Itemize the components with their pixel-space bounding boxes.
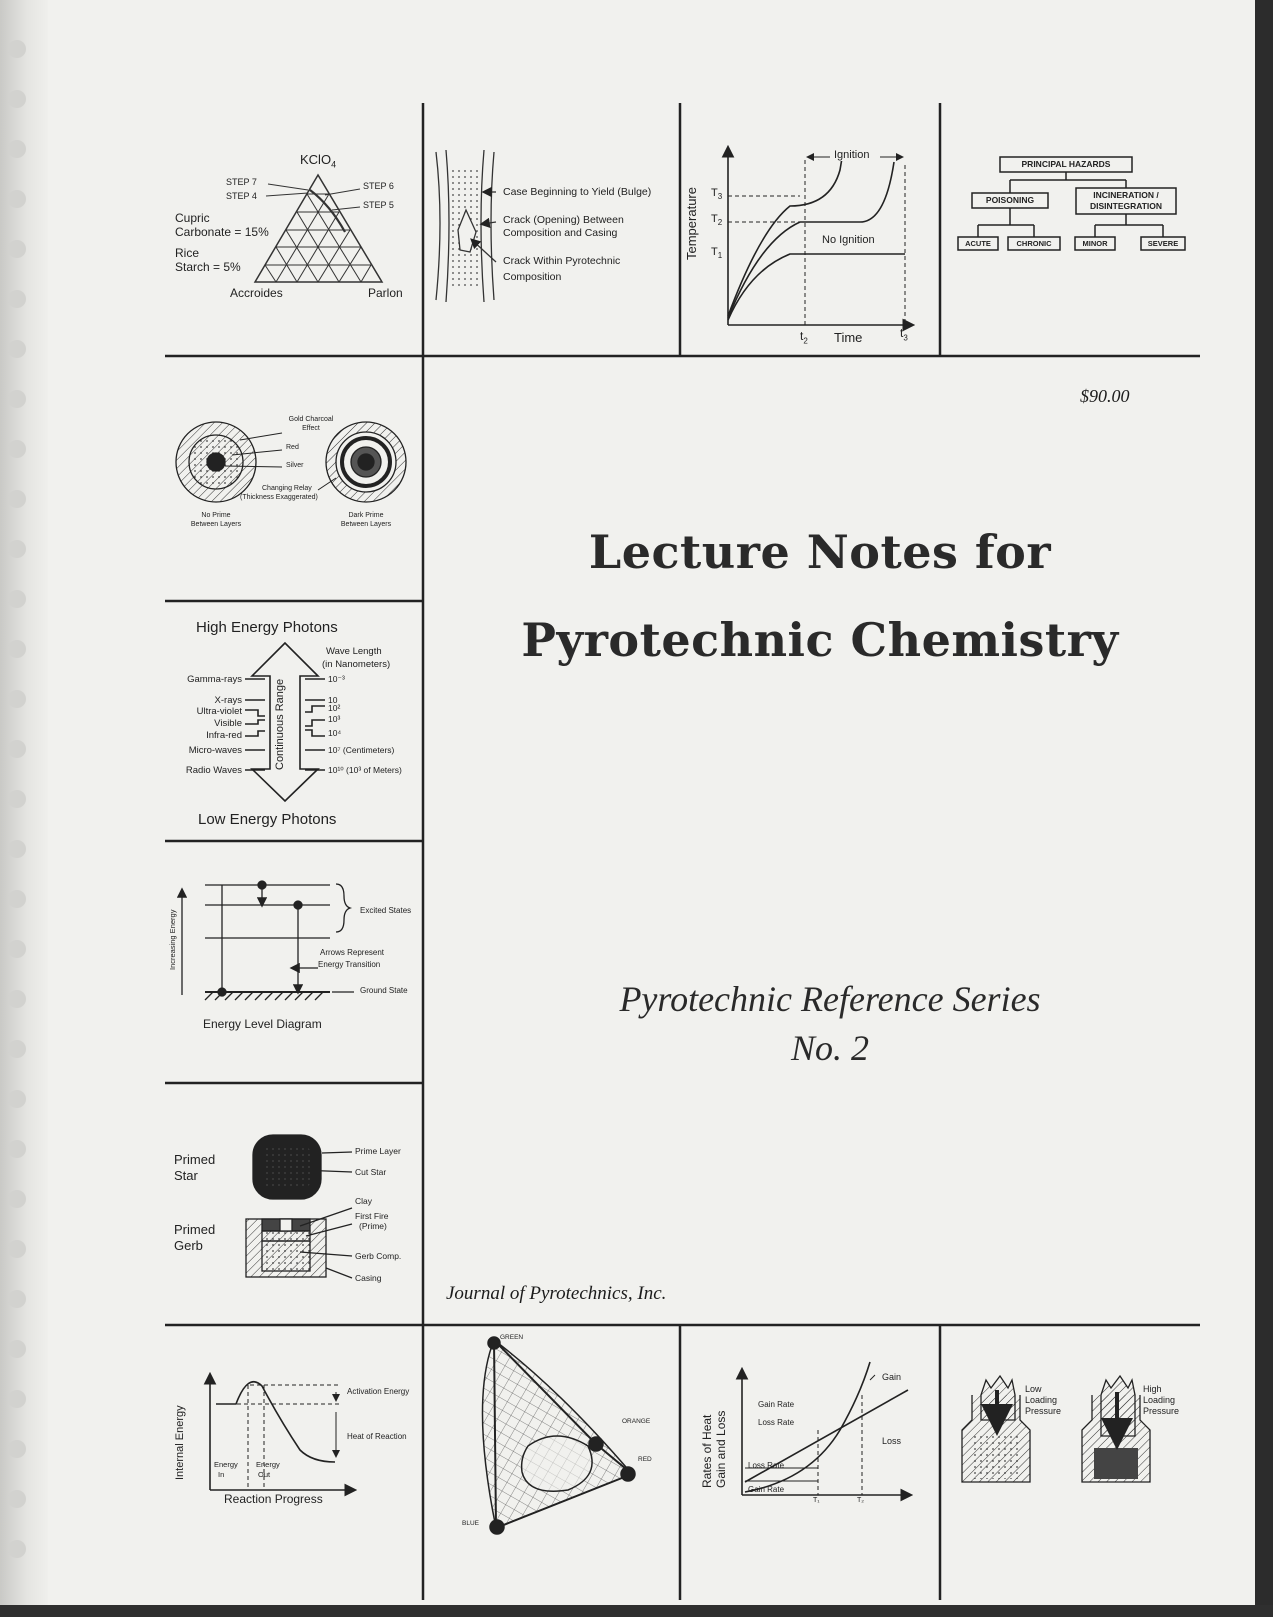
prime-layer-label: Prime Layer [355, 1146, 401, 1156]
low-loading-label-3: Pressure [1025, 1406, 1062, 1416]
radio-label: Radio Waves [185, 765, 242, 776]
page-edge-shadow [1255, 0, 1273, 1617]
xray-label: X-rays [214, 695, 242, 706]
no-ignition-label: No Ignition [822, 234, 875, 246]
rice-pct-label: Starch = 5% [175, 260, 241, 274]
series-line-2: No. 2 [790, 1028, 869, 1068]
infrared-label: Infra-red [206, 730, 242, 741]
loss-rate-label-top: Loss Rate [758, 1418, 795, 1427]
primed-star-label-2: Star [174, 1168, 198, 1183]
gold-charcoal-label: Gold Charcoal [288, 416, 334, 423]
accroides-label: Accroides [230, 286, 283, 300]
arrows-represent-label: Arrows Represent [320, 948, 385, 957]
casing-diagram [436, 150, 496, 302]
reaction-energy-graph [210, 1375, 354, 1490]
clay-label: Clay [355, 1196, 373, 1206]
continuous-range-label: Continuous Range [274, 678, 286, 770]
wavelength-label: Wave Length [326, 646, 382, 657]
ground-state-label: Ground State [360, 986, 408, 995]
high-loading-label-1: High [1143, 1384, 1162, 1394]
cie-chromaticity [482, 1337, 635, 1534]
step5-label: STEP 5 [363, 200, 394, 210]
prime-paren-label: (Prime) [359, 1221, 387, 1231]
chronic-node: CHRONIC [1016, 239, 1052, 248]
red-label: RED [638, 1456, 652, 1463]
energy-out-label: Energy [256, 1460, 280, 1469]
internal-energy-label: Internal Energy [174, 1405, 186, 1480]
energy-out-label-2: Out [258, 1470, 271, 1479]
xray-value: 10 [328, 695, 338, 705]
t2-label: $T_2$ [711, 213, 723, 228]
energy-level-diagram [182, 881, 354, 1000]
heat-of-reaction-label: Heat of Reaction [347, 1432, 407, 1441]
gamma-label: Gamma-rays [187, 674, 242, 685]
low-loading-label-1: Low [1025, 1384, 1042, 1394]
nanometers-label: (in Nanometers) [322, 659, 391, 670]
x-t3-label: $t_3$ [900, 326, 908, 343]
primed-gerb-label-2: Gerb [174, 1238, 203, 1253]
casing-label-crack2b: Composition [503, 271, 562, 283]
publisher: Journal of Pyrotechnics, Inc. [446, 1283, 667, 1304]
ternary-top-label: KClO$_4$ [300, 152, 337, 170]
energy-in-label: Energy [214, 1460, 238, 1469]
price: $90.00 [1080, 386, 1130, 406]
gain-curve-label: Gain [882, 1372, 902, 1382]
primed-star-gerb [246, 1135, 352, 1278]
uv-label: Ultra-violet [196, 706, 242, 717]
series-line-1: Pyrotechnic Reference Series [619, 979, 1041, 1019]
activation-energy-label: Activation Energy [347, 1387, 410, 1396]
primed-star-label: Primed [174, 1152, 216, 1167]
minor-node: MINOR [1082, 239, 1108, 248]
loss-rate-label-bottom: Loss Rate [748, 1461, 785, 1470]
loading-pressure-diagram [962, 1376, 1150, 1482]
energy-in-label-2: In [218, 1470, 225, 1479]
orange-label: ORANGE [622, 1418, 651, 1425]
title-line-2: Pyrotechnic Chemistry [521, 613, 1119, 667]
title-line-1: Lecture Notes for [588, 525, 1052, 579]
cut-star-label: Cut Star [355, 1167, 387, 1177]
first-fire-label: First Fire [355, 1211, 389, 1221]
poisoning-node: POISONING [985, 195, 1035, 205]
increasing-energy-label: Increasing Energy [168, 909, 177, 970]
parlon-label: Parlon [368, 286, 403, 300]
severe-node: SEVERE [1147, 239, 1179, 248]
heat-rates-label: Rates of Heat Gain and Loss [700, 1410, 728, 1488]
radio-value: 10¹⁰ (10³ of Meters) [328, 765, 402, 775]
dark-prime-label: Dark Prime [348, 512, 384, 519]
visible-label: Visible [214, 718, 242, 729]
casing-label-crack1b: Composition and Casing [503, 227, 618, 239]
principal-hazards-node: PRINCIPAL HAZARDS [1021, 159, 1111, 169]
incineration-node: INCINERATION / [1093, 190, 1159, 200]
effect-label: Effect [302, 425, 320, 432]
t2-tick-label: T₂ [857, 1497, 864, 1504]
t1-tick-label: T₁ [813, 1497, 820, 1504]
page-bottom-shadow [0, 1605, 1273, 1617]
casing-label-bulge: Case Beginning to Yield (Bulge) [503, 186, 652, 198]
reaction-progress-label: Reaction Progress [224, 1492, 323, 1506]
gerb-comp-label: Gerb Comp. [355, 1251, 402, 1261]
t3-label: $T_3$ [711, 187, 723, 202]
step4-label: STEP 4 [226, 191, 257, 201]
uv-value: 10² [328, 703, 341, 713]
ternary-diagram [255, 175, 382, 282]
visible-value: 10³ [328, 714, 341, 724]
temperature-axis-label: Temperature [684, 187, 699, 260]
primed-gerb-label: Primed [174, 1222, 216, 1237]
loss-curve-label: Loss [882, 1436, 902, 1446]
high-energy-label: High Energy Photons [196, 619, 338, 636]
no-prime-label: No Prime [201, 512, 231, 519]
microwave-label: Micro-waves [188, 745, 242, 756]
t1-label: $T_1$ [711, 246, 723, 261]
energy-transition-label: Energy Transition [318, 960, 381, 969]
silver-layer-label: Silver [286, 462, 304, 469]
dark-prime-sub-label: Between Layers [340, 521, 392, 528]
gain-rate-label-top: Gain Rate [758, 1400, 795, 1409]
disintegration-node: DISINTEGRATION [1089, 201, 1163, 211]
gain-rate-label-bottom: Gain Rate [748, 1485, 785, 1494]
step7-label: STEP 7 [226, 177, 257, 187]
low-loading-label-2: Loading [1025, 1395, 1058, 1405]
thickness-label: (Thickness Exaggerated) [240, 494, 318, 501]
infrared-value: 10⁴ [328, 728, 342, 738]
ignition-label: Ignition [834, 149, 870, 161]
step6-label: STEP 6 [363, 181, 394, 191]
red-layer-label: Red [286, 444, 299, 451]
microwave-value: 10⁷ (Centimeters) [328, 745, 395, 755]
cupric-pct-label: Carbonate = 15% [175, 225, 269, 239]
changing-relay-label: Changing Relay [262, 485, 312, 492]
time-axis-label: Time [834, 330, 863, 345]
cupric-label: Cupric [175, 211, 210, 225]
energy-level-caption: Energy Level Diagram [203, 1017, 322, 1031]
low-energy-label: Low Energy Photons [198, 811, 337, 828]
casing-label: Casing [355, 1273, 382, 1283]
acute-node: ACUTE [965, 239, 991, 248]
high-loading-label-3: Pressure [1143, 1406, 1180, 1416]
casing-label-crack2: Crack Within Pyrotechnic [503, 255, 621, 267]
casing-label-crack1: Crack (Opening) Between [503, 214, 624, 226]
blue-label: BLUE [462, 1520, 479, 1527]
no-prime-sub-label: Between Layers [190, 521, 242, 528]
excited-states-label: Excited States [360, 906, 412, 915]
x-t2-label: $t_2$ [800, 329, 808, 346]
rice-label: Rice [175, 246, 200, 260]
high-loading-label-2: Loading [1143, 1395, 1176, 1405]
green-label: GREEN [500, 1334, 524, 1341]
gamma-value: 10⁻³ [328, 674, 345, 684]
